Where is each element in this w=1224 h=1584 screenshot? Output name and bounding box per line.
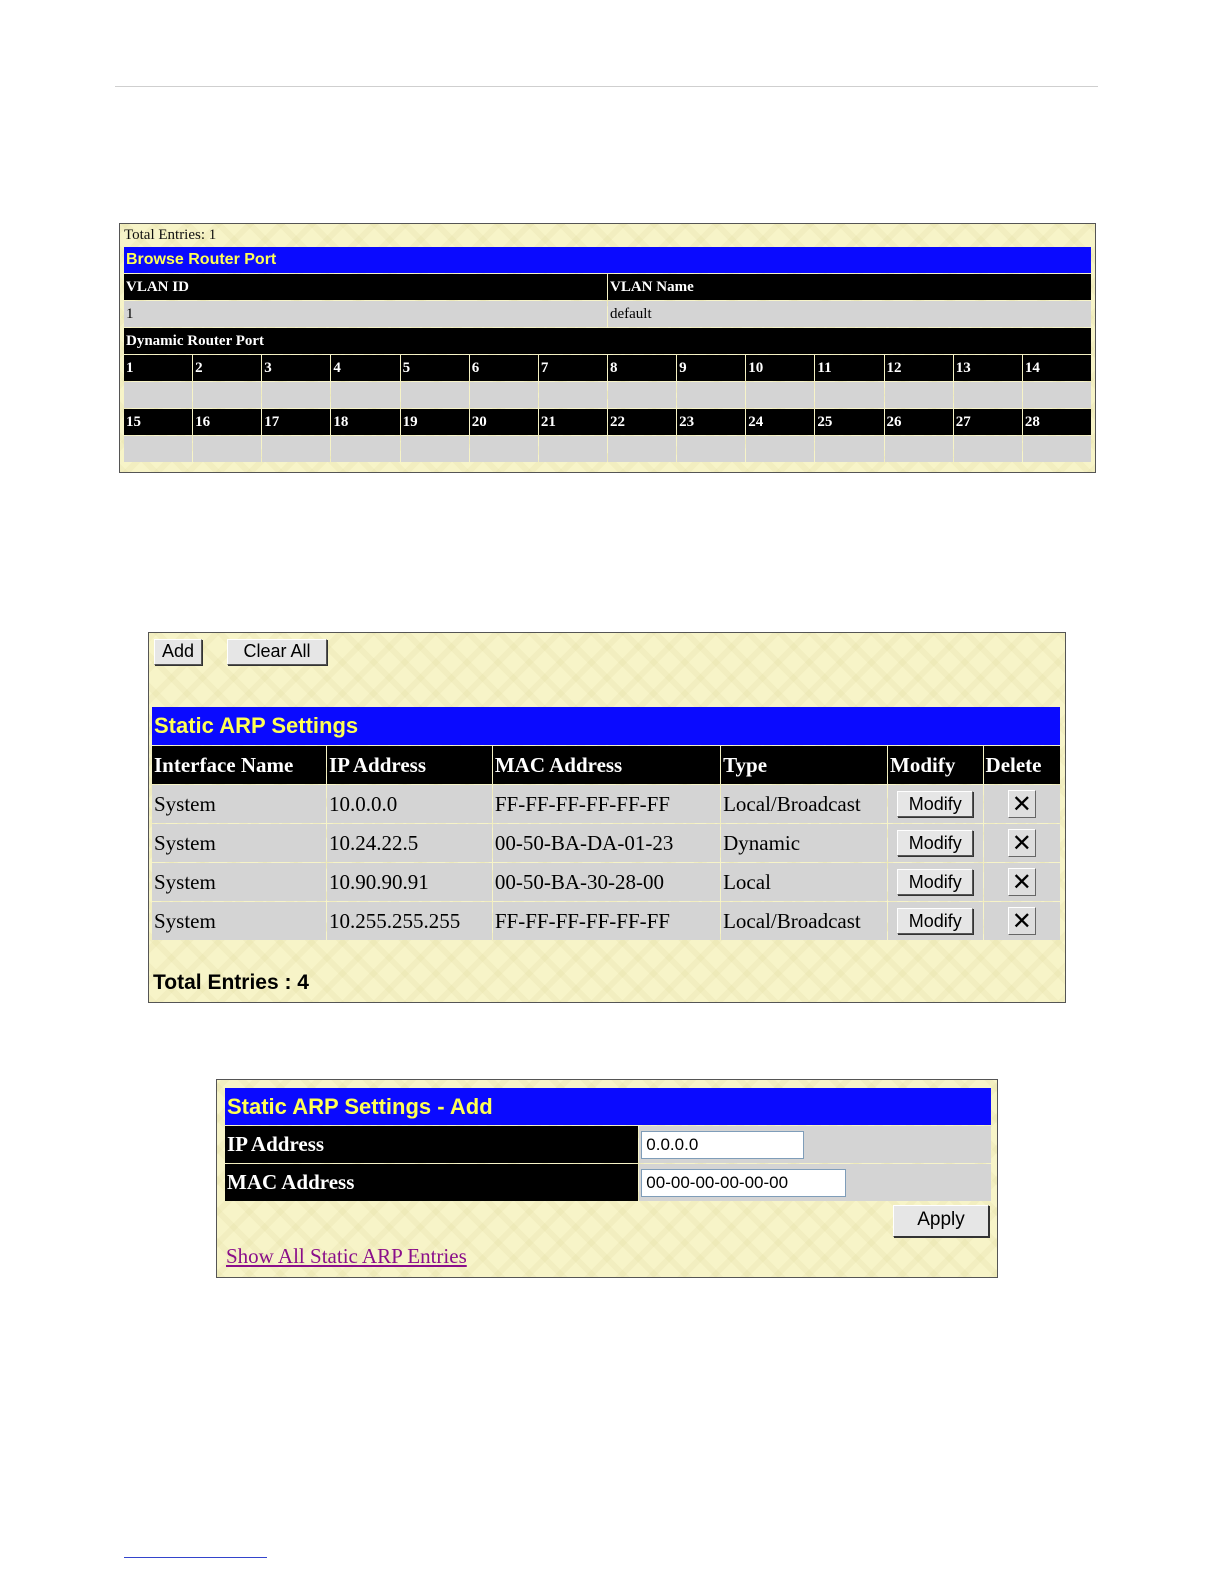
- port-status-28: [1023, 436, 1091, 462]
- dynamic-router-port-header: Dynamic Router Port: [124, 328, 1091, 354]
- table-row: [152, 824, 1060, 862]
- top-divider: [115, 86, 1098, 87]
- ip-address-input[interactable]: [641, 1131, 804, 1159]
- interface-cell: System: [152, 824, 326, 862]
- show-all-static-arp-link[interactable]: Show All Static ARP Entries: [226, 1244, 467, 1268]
- apply-button[interactable]: Apply: [893, 1205, 989, 1237]
- port-number-19: 19: [401, 409, 469, 435]
- port-number-2: 2: [193, 355, 261, 381]
- port-status-21: [539, 436, 607, 462]
- ip-cell: 10.24.22.5: [327, 824, 492, 862]
- port-status-3: [262, 382, 330, 408]
- ip-cell: 10.90.90.91: [327, 863, 492, 901]
- port-number-9: 9: [677, 355, 745, 381]
- port-status-19: [401, 436, 469, 462]
- port-status-22: [608, 436, 676, 462]
- mac-cell: FF-FF-FF-FF-FF-FF: [493, 902, 720, 940]
- col-mac-address: MAC Address: [493, 746, 720, 784]
- ports-value-row-2: [124, 436, 1091, 462]
- port-number-14: 14: [1023, 355, 1091, 381]
- clear-all-button[interactable]: Clear All: [227, 639, 327, 665]
- port-status-26: [885, 436, 953, 462]
- col-delete: Delete: [984, 746, 1060, 784]
- port-status-24: [746, 436, 814, 462]
- static-arp-add-form: [224, 1087, 992, 1202]
- port-number-11: 11: [815, 355, 883, 381]
- port-status-20: [470, 436, 538, 462]
- port-status-2: [193, 382, 261, 408]
- ports-value-row-1: [124, 382, 1091, 408]
- mac-cell: FF-FF-FF-FF-FF-FF: [493, 785, 720, 823]
- mac-cell: 00-50-BA-DA-01-23: [493, 824, 720, 862]
- close-icon[interactable]: ✕: [1008, 907, 1036, 935]
- port-number-22: 22: [608, 409, 676, 435]
- port-number-3: 3: [262, 355, 330, 381]
- table-row: [152, 863, 1060, 901]
- static-arp-panel: [148, 632, 1066, 1003]
- port-number-12: 12: [885, 355, 953, 381]
- port-number-18: 18: [331, 409, 399, 435]
- type-cell: Local: [721, 863, 887, 901]
- router-total-entries: Total Entries: 1: [124, 227, 217, 243]
- interface-cell: System: [152, 902, 326, 940]
- ip-cell: 10.0.0.0: [327, 785, 492, 823]
- static-arp-title: Static ARP Settings: [152, 707, 1060, 745]
- port-status-27: [954, 436, 1022, 462]
- port-number-16: 16: [193, 409, 261, 435]
- footer-link-underline: [124, 1557, 267, 1558]
- table-row: [152, 785, 1060, 823]
- col-modify: Modify: [888, 746, 983, 784]
- modify-button[interactable]: Modify: [897, 908, 973, 934]
- add-button[interactable]: Add: [154, 639, 202, 665]
- port-status-15: [124, 436, 192, 462]
- port-number-27: 27: [954, 409, 1022, 435]
- port-status-4: [331, 382, 399, 408]
- port-number-28: 28: [1023, 409, 1091, 435]
- ip-cell: 10.255.255.255: [327, 902, 492, 940]
- port-status-9: [677, 382, 745, 408]
- mac-cell: 00-50-BA-30-28-00: [493, 863, 720, 901]
- interface-cell: System: [152, 863, 326, 901]
- port-status-6: [470, 382, 538, 408]
- close-icon[interactable]: ✕: [1008, 868, 1036, 896]
- port-number-4: 4: [331, 355, 399, 381]
- vlan-name-value: default: [608, 301, 1091, 327]
- port-number-21: 21: [539, 409, 607, 435]
- modify-button[interactable]: Modify: [897, 869, 973, 895]
- port-status-25: [815, 436, 883, 462]
- port-number-17: 17: [262, 409, 330, 435]
- port-status-14: [1023, 382, 1091, 408]
- port-status-10: [746, 382, 814, 408]
- port-number-10: 10: [746, 355, 814, 381]
- port-status-17: [262, 436, 330, 462]
- mac-address-input[interactable]: [641, 1169, 846, 1197]
- col-interface-name: Interface Name: [152, 746, 326, 784]
- ports-header-row-1: [124, 355, 1091, 381]
- port-number-5: 5: [401, 355, 469, 381]
- type-cell: Local/Broadcast: [721, 785, 887, 823]
- port-number-25: 25: [815, 409, 883, 435]
- mac-address-label: MAC Address: [225, 1164, 638, 1201]
- port-number-1: 1: [124, 355, 192, 381]
- type-cell: Local/Broadcast: [721, 902, 887, 940]
- type-cell: Dynamic: [721, 824, 887, 862]
- port-status-8: [608, 382, 676, 408]
- vlan-id-value: 1: [124, 301, 607, 327]
- port-number-26: 26: [885, 409, 953, 435]
- port-status-7: [539, 382, 607, 408]
- router-port-title: Browse Router Port: [124, 247, 1091, 273]
- vlan-id-header: VLAN ID: [124, 274, 607, 300]
- port-number-24: 24: [746, 409, 814, 435]
- port-status-11: [815, 382, 883, 408]
- modify-button[interactable]: Modify: [897, 830, 973, 856]
- static-arp-table: [151, 706, 1061, 941]
- table-row: [152, 902, 1060, 940]
- ports-header-row-2: [124, 409, 1091, 435]
- close-icon[interactable]: ✕: [1008, 829, 1036, 857]
- port-number-15: 15: [124, 409, 192, 435]
- port-status-1: [124, 382, 192, 408]
- port-number-23: 23: [677, 409, 745, 435]
- port-number-7: 7: [539, 355, 607, 381]
- col-type: Type: [721, 746, 887, 784]
- browse-router-port-panel: [119, 223, 1096, 473]
- port-status-5: [401, 382, 469, 408]
- port-status-12: [885, 382, 953, 408]
- arp-total-entries: Total Entries : 4: [153, 971, 309, 994]
- vlan-name-header: VLAN Name: [608, 274, 1091, 300]
- close-icon[interactable]: ✕: [1008, 790, 1036, 818]
- port-number-20: 20: [470, 409, 538, 435]
- port-status-23: [677, 436, 745, 462]
- port-number-13: 13: [954, 355, 1022, 381]
- arp-add-title: Static ARP Settings - Add: [225, 1088, 991, 1125]
- port-status-18: [331, 436, 399, 462]
- interface-cell: System: [152, 785, 326, 823]
- router-port-table: [123, 246, 1092, 463]
- port-status-16: [193, 436, 261, 462]
- port-status-13: [954, 382, 1022, 408]
- col-ip-address: IP Address: [327, 746, 492, 784]
- modify-button[interactable]: Modify: [897, 791, 973, 817]
- port-number-8: 8: [608, 355, 676, 381]
- static-arp-add-panel: [216, 1079, 998, 1278]
- port-number-6: 6: [470, 355, 538, 381]
- ip-address-label: IP Address: [225, 1126, 638, 1163]
